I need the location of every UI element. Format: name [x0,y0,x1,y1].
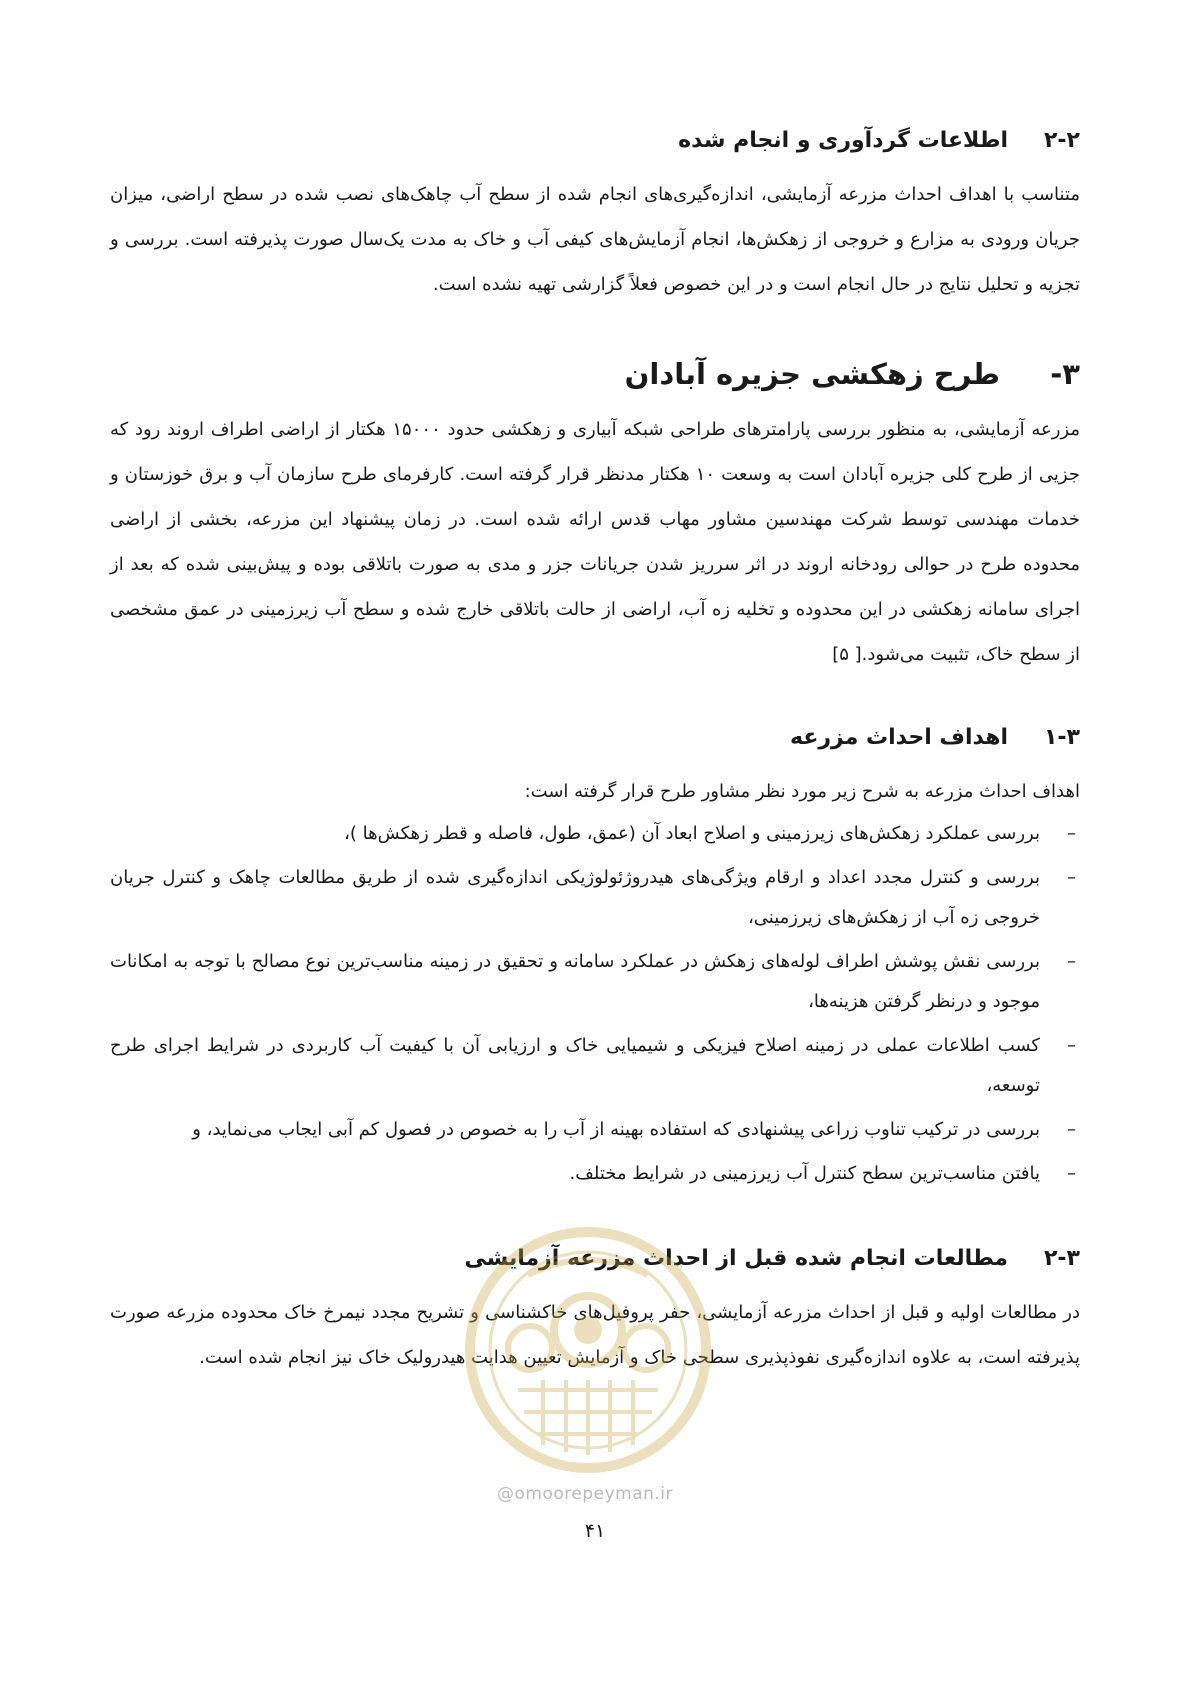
paragraph-3: مزرعه آزمایشی، به منظور بررسی پارامترهای طراحی شبکه آبیاری و زهکشی حدود ۱۵۰۰۰ هکتار از اراضی اطراف اروند رود که جزیی از طرح کلی جزیره آبادان است به وسعت ۱۰ هکتار مدنظر قرار گرفته است. کارفرمای طرح سازمان آب و برق خوزستان و خدمات مهندسی توسط شرکت مهندسین مشاور مهاب قدس ارائه شده است. در زمان پیشنهاد این مزرعه، بخشی از اراضی محدوده طرح در حوالی رودخانه اروند در اثر سرریز شدن جریانات جزر و مدی به صورت باتلاقی بوده و پیش‌بینی شده که بعد از اجرای سامانه زهکشی در این محدوده و تخلیه زه آب، اراضی از حالت باتلاقی خارج شده و سطح آب زیرزمینی در عمق مشخصی از سطح خاک، تثبیت می‌شود.[ ۵] [110,419,1080,665]
section-heading-2-2 [110,128,1080,172]
dash-bullet: – [1067,867,1076,888]
dash-bullet: – [1067,1035,1076,1056]
section-number: ۱-۳ [1044,725,1080,750]
list-item-text: بررسی عملکرد زهکش‌های زیرزمینی و اصلاح ابعاد آن (عمق، طول، فاصله و قطر زهکش‌ها )، [344,823,1040,844]
section-title: اطلاعات گردآوری و انجام شده [678,128,1008,153]
page-number: ۴۱ [584,1520,606,1542]
list-item [110,858,1080,938]
section-heading-3 [110,357,1080,407]
dash-bullet: – [1067,1119,1076,1140]
section-number: ۲-۲ [1044,128,1080,153]
list-item-text: بررسی و کنترل مجدد اعداد و ارقام ویژگی‌های هیدروژئولوژیکی اندازه‌گیری شده از طریق مطالعات چاهک و کنترل جریان خروجی زه آب از زهکش‌های زیرزمینی، [110,867,1040,928]
watermark-seal-icon [458,1220,718,1480]
section-title: طرح زهکشی جزیره آبادان [624,357,1000,391]
section-number: ۳- [1050,357,1080,391]
section-heading-3-1 [110,725,1080,769]
list-item [110,814,1080,854]
dash-bullet: – [1067,951,1076,972]
list-item-text: بررسی در ترکیب تناوب زراعی پیشنهادی که استفاده بهینه از آب را به خصوص در فصول کم آبی ایجاب می‌نماید، و [192,1119,1040,1140]
watermark-text: @omoorepeyman.ir [496,1484,674,1504]
list-item [110,1026,1080,1106]
list-item-text: بررسی نقش پوشش اطراف لوله‌های زهکش در عملکرد سامانه و تحقیق در زمینه مناسب‌ترین نوع مصالح با توجه به امکانات موجود و درنظر گرفتن هزینه‌ها، [110,951,1040,1012]
list-item [110,1154,1080,1194]
objectives-list [110,814,1080,1194]
list-item-text: کسب اطلاعات عملی در زمینه اصلاح فیزیکی و شیمیایی خاک و ارزیابی آن با کیفیت آب کاربردی در شرایط اجرای طرح توسعه، [110,1035,1040,1096]
page-content [110,128,1080,1380]
paragraph-3-1-intro: اهداف احداث مزرعه به شرح زیر مورد نظر مشاور طرح قرار گرفته است: [524,781,1080,802]
section-title: اهداف احداث مزرعه [789,725,1008,750]
dash-bullet: – [1067,1163,1076,1184]
paragraph-2-2: متناسب با اهداف احداث مزرعه آزمایشی، اندازه‌گیری‌های انجام شده از سطح آب چاهک‌های نصب شده در سطح اراضی، میزان جریان ورودی به مزارع و خروجی از زهکش‌ها، انجام آزمایش‌های کیفی آب و خاک به مدت یک‌سال صورت پذیرفته است. بررسی و تجزیه و تحلیل نتایج در حال انجام است و در این خصوص فعلاً گزارشی تهیه نشده است. [110,184,1080,295]
section-title: مطالعات انجام شده قبل از احداث مزرعه آزمایشی [464,1246,1008,1271]
paragraph-3-2: در مطالعات اولیه و قبل از احداث مزرعه آزمایشی، حفر پروفیل‌های خاکشناسی و تشریح مجدد نیمرخ خاک محدوده مزرعه صورت پذیرفته است، به علاوه اندازه‌گیری نفوذپذیری سطحی خاک و آزمایش تعیین هدایت هیدرولیک خاک نیز انجام شده است. [110,1302,1080,1368]
section-number: ۲-۳ [1044,1246,1080,1271]
dash-bullet: – [1067,823,1076,844]
list-item [110,1110,1080,1150]
list-item [110,942,1080,1022]
list-item-text: یافتن مناسب‌ترین سطح کنترل آب زیرزمینی در شرایط مختلف. [569,1163,1040,1184]
